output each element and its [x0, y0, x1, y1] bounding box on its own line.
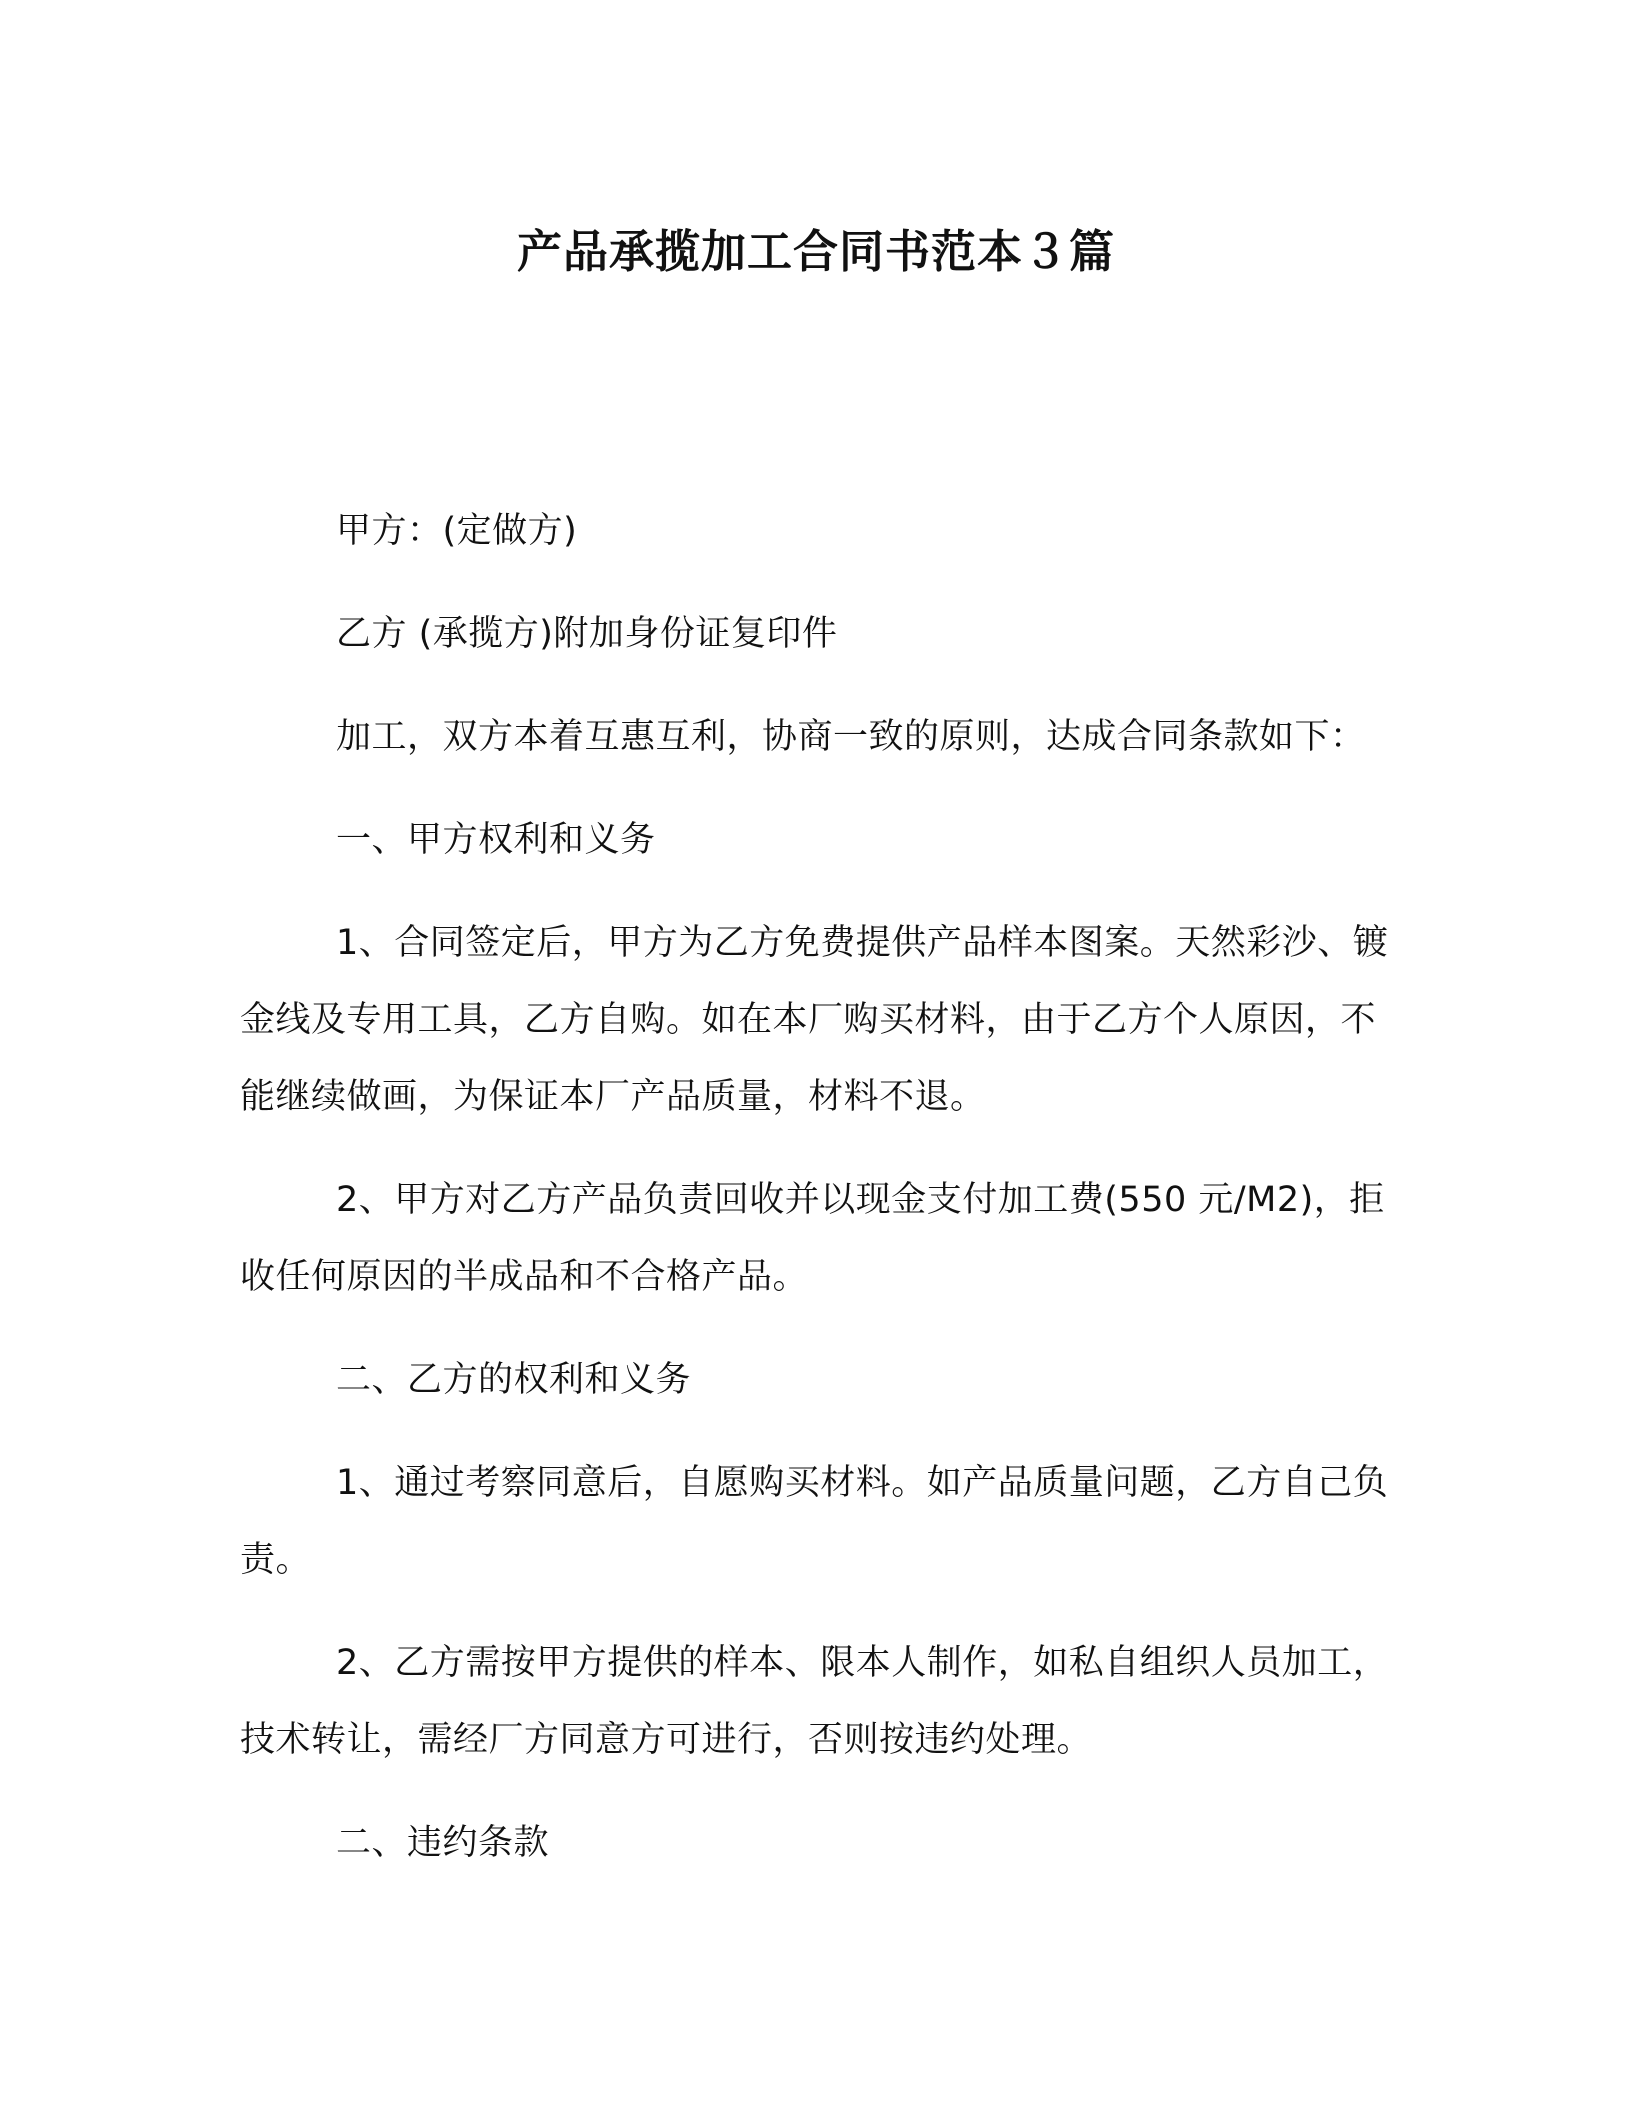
section-heading-party-b-rights: 二、乙方的权利和义务	[336, 1360, 692, 1400]
paragraph-intro: 加工，双方本着互惠互利，协商一致的原则，达成合同条款如下：	[336, 717, 1366, 757]
document-body	[240, 493, 1395, 1908]
clause-b-1: 1、通过考察同意后，自愿购买材料。如产品质量问题，乙方自己负责。	[240, 1463, 1389, 1580]
paragraph-party-b: 乙方 (承揽方)附加身份证复印件	[336, 614, 838, 654]
clause-a-2: 2、甲方对乙方产品负责回收并以现金支付加工费(550 元/M2)，拒收任何原因的半成品和不合格产品。	[240, 1180, 1385, 1297]
clause-b-2: 2、乙方需按甲方提供的样本、限本人制作，如私自组织人员加工，技术转让，需经厂方同意方可进行，否则按违约处理。	[240, 1643, 1389, 1760]
document-title: 产品承揽加工合同书范本３篇	[516, 225, 1115, 278]
section-heading-party-a-rights: 一、甲方权利和义务	[336, 820, 656, 860]
paragraph-party-a: 甲方：(定做方)	[336, 511, 578, 551]
clause-a-1: 1、合同签定后，甲方为乙方免费提供产品样本图案。天然彩沙、镀金线及专用工具，乙方自购。如在本厂购买材料，由于乙方个人原因，不能继续做画，为保证本厂产品质量，材料不退。	[240, 923, 1389, 1117]
section-heading-breach: 二、违约条款	[336, 1823, 550, 1863]
